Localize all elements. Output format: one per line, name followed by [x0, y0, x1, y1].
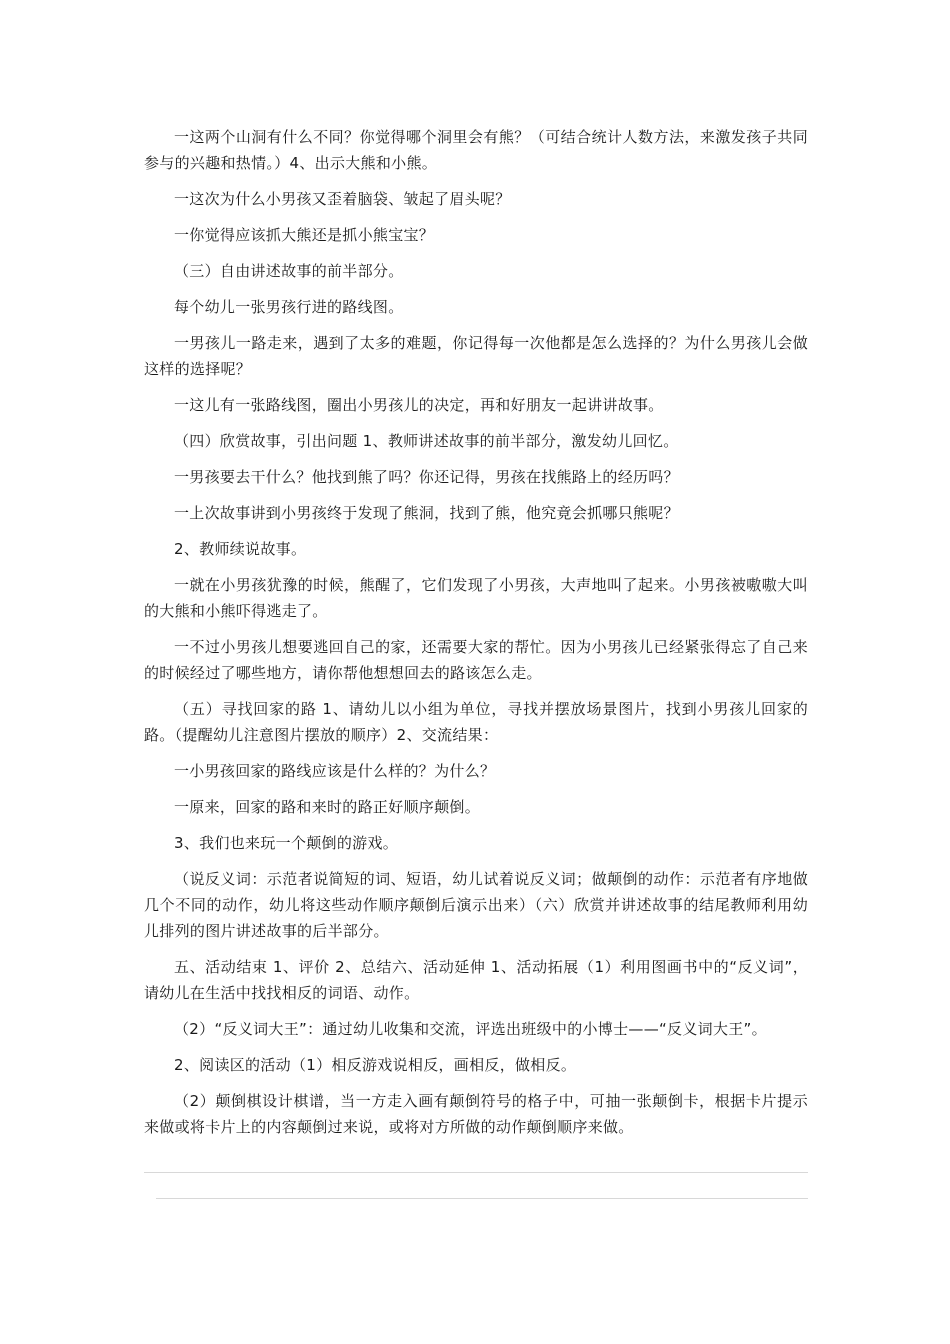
paragraph-16: 一原来，回家的路和来时的路正好顺序颠倒。 — [174, 798, 481, 816]
paragraph-18: （说反义词：示范者说简短的词、短语，幼儿试着说反义词；做颠倒的动作：示范者有序地做几个不同的动作，幼儿将这些动作顺序颠倒后演示出来）（六）欣赏并讲述故事的结尾教师利用幼儿排列的图片讲述故事的后半部分。 — [144, 870, 808, 940]
paragraph-20: （2）“反义词大王”：通过幼儿收集和交流，评选出班级中的小博士——“反义词大王”。 — [174, 1020, 767, 1038]
paragraph-4: （三）自由讲述故事的前半部分。 — [174, 262, 404, 280]
paragraph-1: 一这两个山洞有什么不同？你觉得哪个洞里会有熊？（可结合统计人数方法，来激发孩子共同参与的兴趣和热情。）4、出示大熊和小熊。 — [144, 128, 808, 172]
document-body — [144, 124, 808, 1150]
paragraph-12: 一就在小男孩犹豫的时候，熊醒了，它们发现了小男孩，大声地叫了起来。小男孩被嗷嗷大叫的大熊和小熊吓得逃走了。 — [144, 576, 808, 620]
paragraph-9: 一男孩要去干什么？他找到熊了吗？你还记得，男孩在找熊路上的经历吗？ — [174, 468, 679, 486]
paragraph-3: 一你觉得应该抓大熊还是抓小熊宝宝？ — [174, 226, 435, 244]
paragraph-15: 一小男孩回家的路线应该是什么样的？为什么？ — [174, 762, 496, 780]
paragraph-22: （2）颠倒棋设计棋谱，当一方走入画有颠倒符号的格子中，可抽一张颠倒卡，根据卡片提示来做或将卡片上的内容颠倒过来说，或将对方所做的动作颠倒顺序来做。 — [144, 1092, 808, 1136]
paragraph-11: 2、教师续说故事。 — [174, 540, 307, 558]
paragraph-10: 一上次故事讲到小男孩终于发现了熊洞，找到了熊，他究竟会抓哪只熊呢？ — [174, 504, 679, 522]
paragraph-7: 一这儿有一张路线图，圈出小男孩儿的决定，再和好朋友一起讲讲故事。 — [174, 396, 664, 414]
footer-divider-top — [144, 1172, 808, 1173]
paragraph-2: 一这次为什么小男孩又歪着脑袋、皱起了眉头呢？ — [174, 190, 511, 208]
paragraph-21: 2、阅读区的活动（1）相反游戏说相反，画相反，做相反。 — [174, 1056, 577, 1074]
paragraph-8: （四）欣赏故事，引出问题 1、教师讲述故事的前半部分，激发幼儿回忆。 — [174, 432, 679, 450]
paragraph-6: 一男孩儿一路走来，遇到了太多的难题，你记得每一次他都是怎么选择的？为什么男孩儿会做这样的选择呢？ — [144, 334, 808, 378]
paragraph-14: （五）寻找回家的路 1、请幼儿以小组为单位，寻找并摆放场景图片，找到小男孩儿回家的路。（提醒幼儿注意图片摆放的顺序）2、交流结果： — [144, 700, 808, 744]
paragraph-13: 一不过小男孩儿想要逃回自己的家，还需要大家的帮忙。因为小男孩儿已经紧张得忘了自己来的时候经过了哪些地方，请你帮他想想回去的路该怎么走。 — [144, 638, 808, 682]
paragraph-17: 3、我们也来玩一个颠倒的游戏。 — [174, 834, 399, 852]
paragraph-5: 每个幼儿一张男孩行进的路线图。 — [174, 298, 404, 316]
paragraph-19: 五、活动结束 1、评价 2、总结六、活动延伸 1、活动拓展（1）利用图画书中的“反义词”，请幼儿在生活中找找相反的词语、动作。 — [144, 958, 808, 1002]
footer-divider-bottom — [156, 1198, 808, 1199]
